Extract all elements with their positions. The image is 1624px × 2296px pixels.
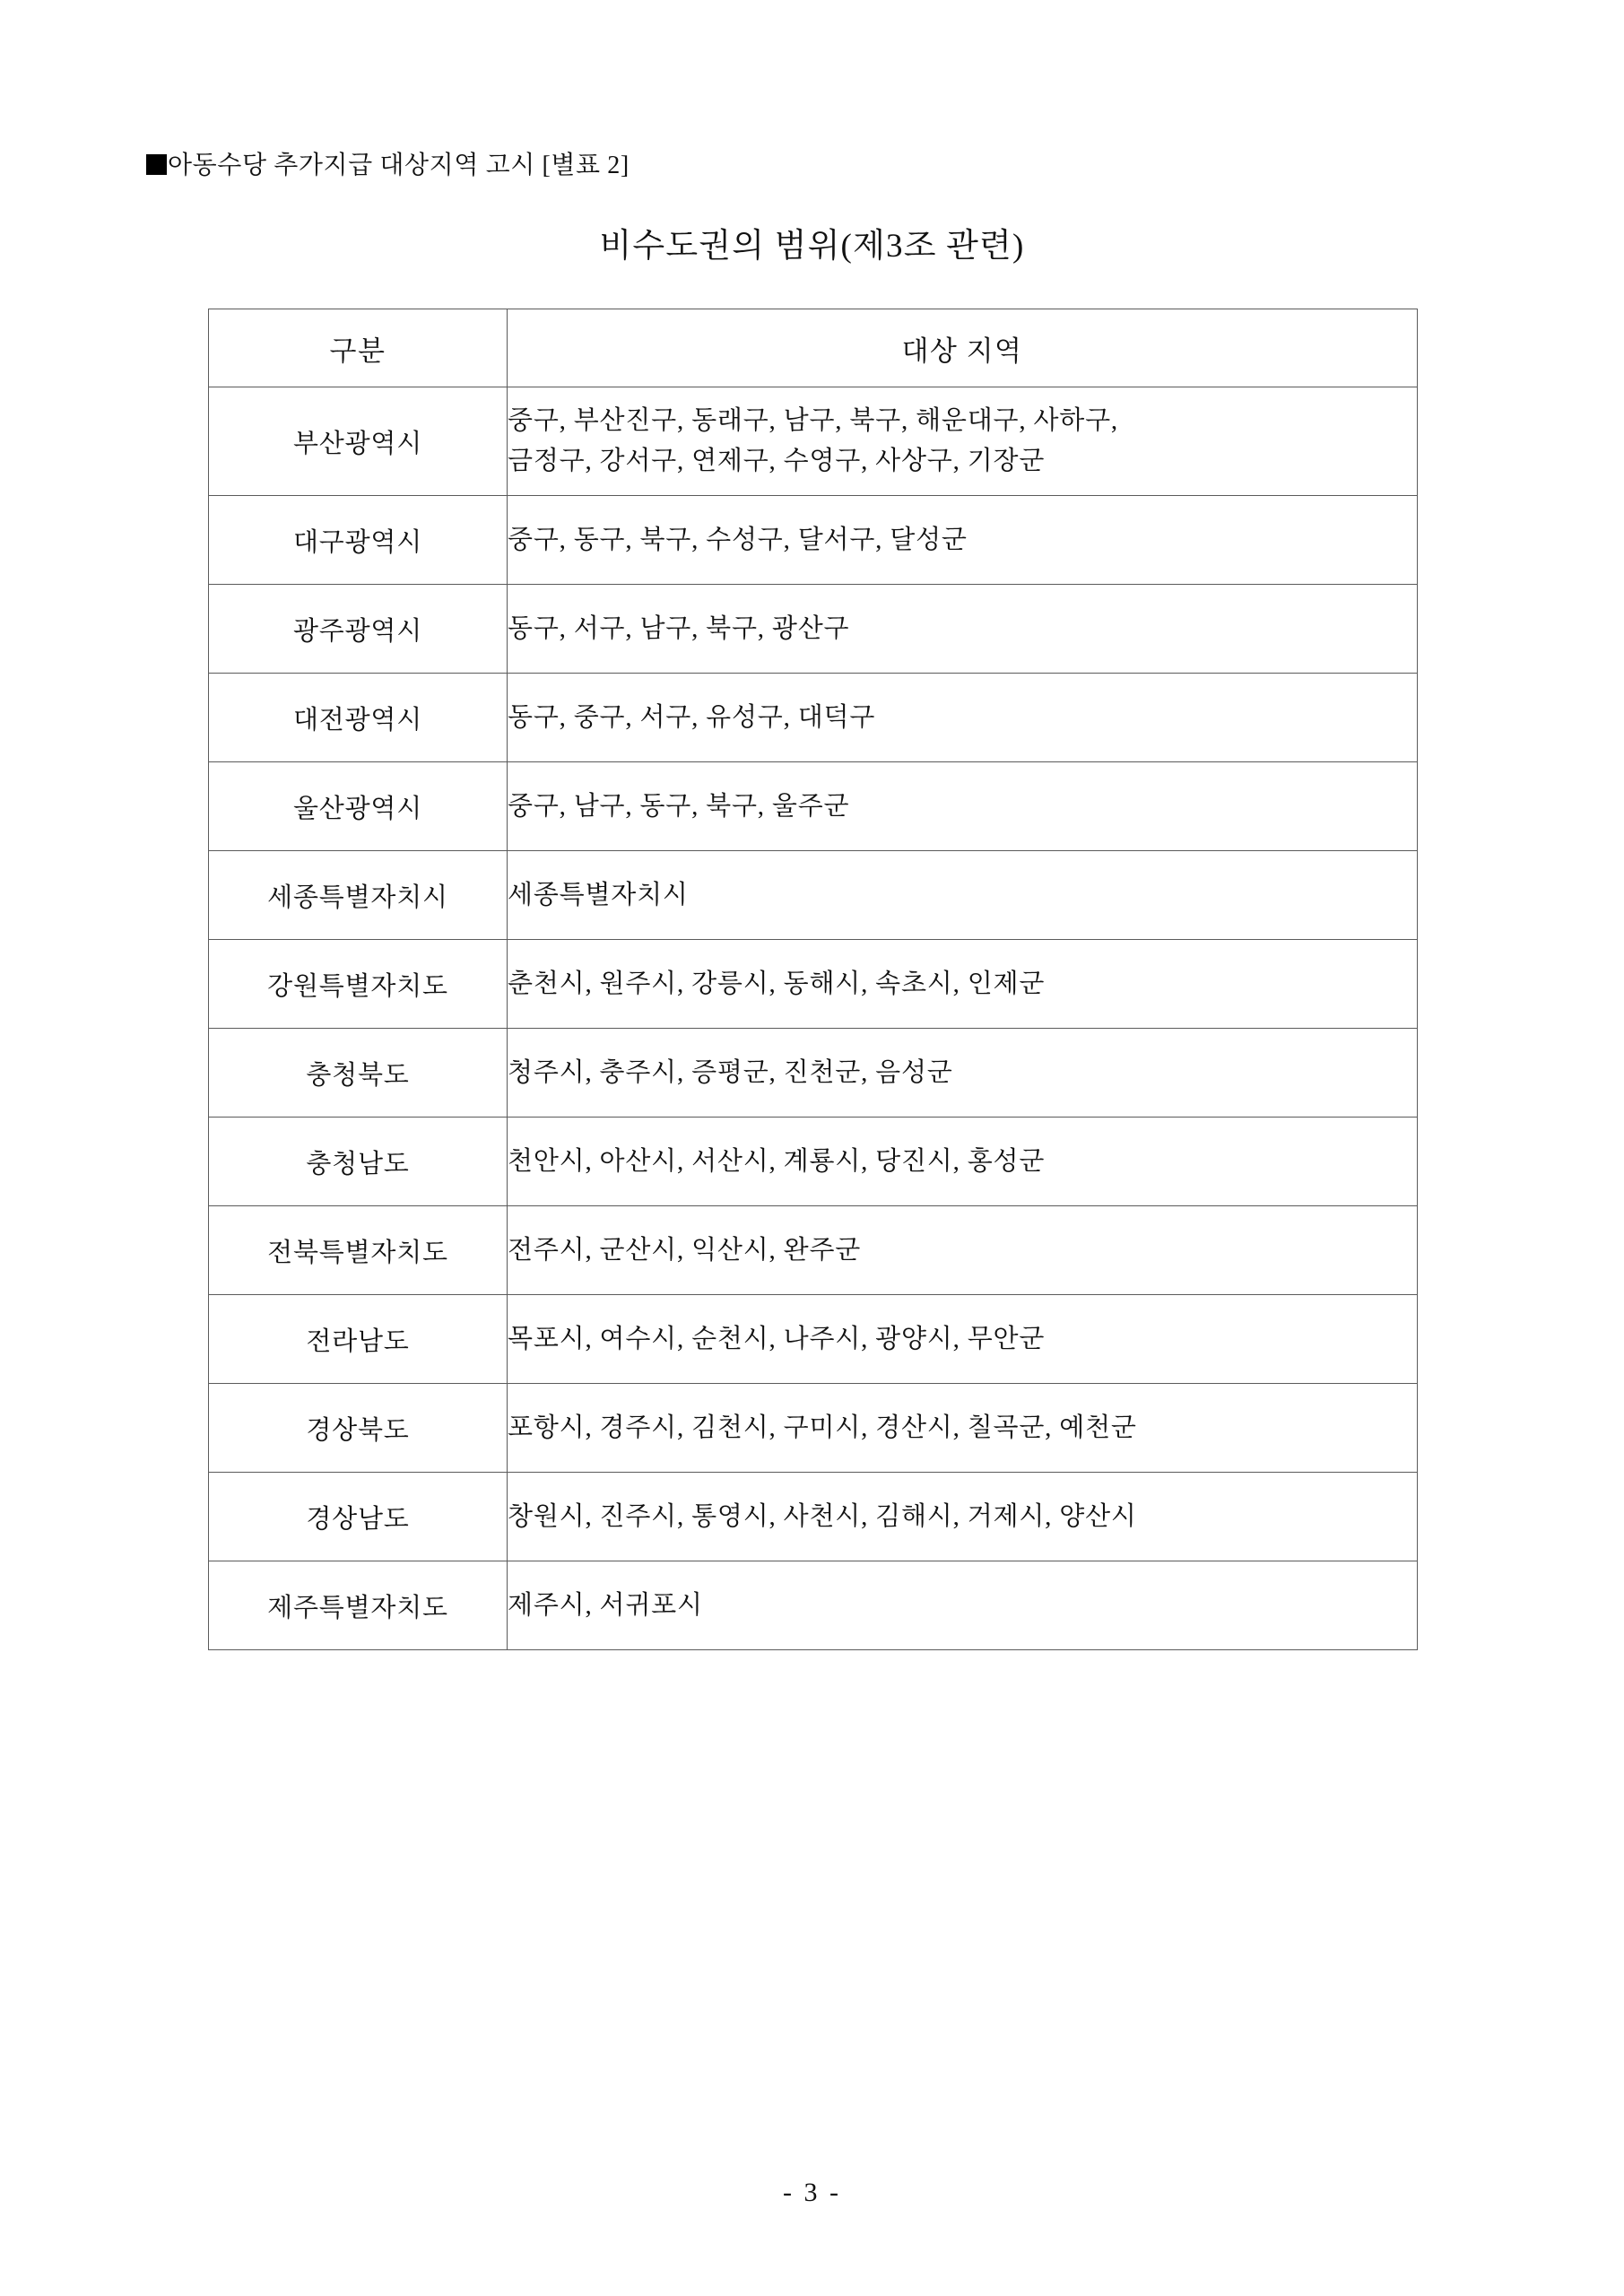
table-row (209, 1029, 1418, 1118)
region-table-container (208, 309, 1417, 1650)
table-row (209, 1561, 1418, 1650)
table-row (209, 1295, 1418, 1384)
cell-areas-line: 중구, 동구, 북구, 수성구, 달서구, 달성군 (508, 525, 968, 554)
cell-areas (508, 496, 1418, 585)
column-header-category: 구분 (209, 309, 508, 387)
cell-areas (508, 762, 1418, 851)
cell-areas-line: 천안시, 아산시, 서산시, 계룡시, 당진시, 홍성군 (508, 1146, 1046, 1176)
cell-areas-line: 전주시, 군산시, 익산시, 완주군 (508, 1235, 862, 1265)
cell-category: 전북특별자치도 (209, 1206, 508, 1295)
table-header-row (209, 309, 1418, 387)
cell-areas (508, 1029, 1418, 1118)
cell-category: 강원특별자치도 (209, 940, 508, 1029)
table-row (209, 1118, 1418, 1206)
table-row (209, 762, 1418, 851)
table-row (209, 851, 1418, 940)
cell-areas (508, 1206, 1418, 1295)
table-row (209, 496, 1418, 585)
cell-category: 광주광역시 (209, 585, 508, 674)
table-header (209, 309, 1418, 387)
cell-category: 전라남도 (209, 1295, 508, 1384)
cell-category: 부산광역시 (209, 387, 508, 496)
table-row (209, 940, 1418, 1029)
cell-areas-line: 금정구, 강서구, 연제구, 수영구, 사상구, 기장군 (508, 447, 1046, 475)
cell-areas (508, 1118, 1418, 1206)
table-body (209, 387, 1418, 1650)
cell-areas-line: 중구, 부산진구, 동래구, 남구, 북구, 해운대구, 사하구, (508, 406, 1118, 436)
table-row (209, 585, 1418, 674)
cell-areas (508, 940, 1418, 1029)
cell-areas (508, 1473, 1418, 1561)
cell-areas (508, 1295, 1418, 1384)
cell-category: 세종특별자치시 (209, 851, 508, 940)
cell-areas (508, 674, 1418, 762)
page-number: - 3 - (783, 2178, 841, 2207)
cell-areas-line: 창원시, 진주시, 통영시, 사천시, 김해시, 거제시, 양산시 (508, 1501, 1137, 1531)
cell-areas (508, 585, 1418, 674)
cell-areas-line: 청주시, 충주시, 증평군, 진천군, 음성군 (508, 1057, 953, 1087)
cell-category: 울산광역시 (209, 762, 508, 851)
cell-areas-line: 동구, 서구, 남구, 북구, 광산구 (508, 613, 850, 643)
cell-category: 대전광역시 (209, 674, 508, 762)
cell-areas (508, 851, 1418, 940)
cell-category: 경상남도 (209, 1473, 508, 1561)
cell-areas (508, 1561, 1418, 1650)
cell-category: 경상북도 (209, 1384, 508, 1473)
cell-areas (508, 1384, 1418, 1473)
square-bullet-icon (146, 154, 167, 175)
cell-areas-line: 중구, 남구, 동구, 북구, 울주군 (508, 791, 850, 821)
page-title: 비수도권의 범위(제3조 관련) (599, 228, 1025, 265)
cell-category: 대구광역시 (209, 496, 508, 585)
cell-areas-line: 포항시, 경주시, 김천시, 구미시, 경산시, 칠곡군, 예천군 (508, 1413, 1137, 1442)
document-header-line (146, 151, 630, 181)
cell-category: 충청남도 (209, 1118, 508, 1206)
table-row (209, 1206, 1418, 1295)
cell-category: 충청북도 (209, 1029, 508, 1118)
cell-areas-line: 목포시, 여수시, 순천시, 나주시, 광양시, 무안군 (508, 1324, 1046, 1353)
cell-areas-line: 춘천시, 원주시, 강릉시, 동해시, 속초시, 인제군 (508, 969, 1046, 998)
cell-category: 제주특별자치도 (209, 1561, 508, 1650)
table-row (209, 387, 1418, 496)
document-header-text: 아동수당 추가지급 대상지역 고시 [별표 2] (168, 152, 630, 179)
cell-areas-line: 제주시, 서귀포시 (508, 1590, 703, 1620)
cell-areas-line: 세종특별자치시 (508, 880, 689, 909)
column-header-areas: 대상 지역 (508, 309, 1418, 387)
region-table (208, 309, 1418, 1650)
cell-areas (508, 387, 1418, 496)
cell-areas-line: 동구, 중구, 서구, 유성구, 대덕구 (508, 702, 876, 732)
table-row (209, 1473, 1418, 1561)
table-row (209, 1384, 1418, 1473)
table-row (209, 674, 1418, 762)
